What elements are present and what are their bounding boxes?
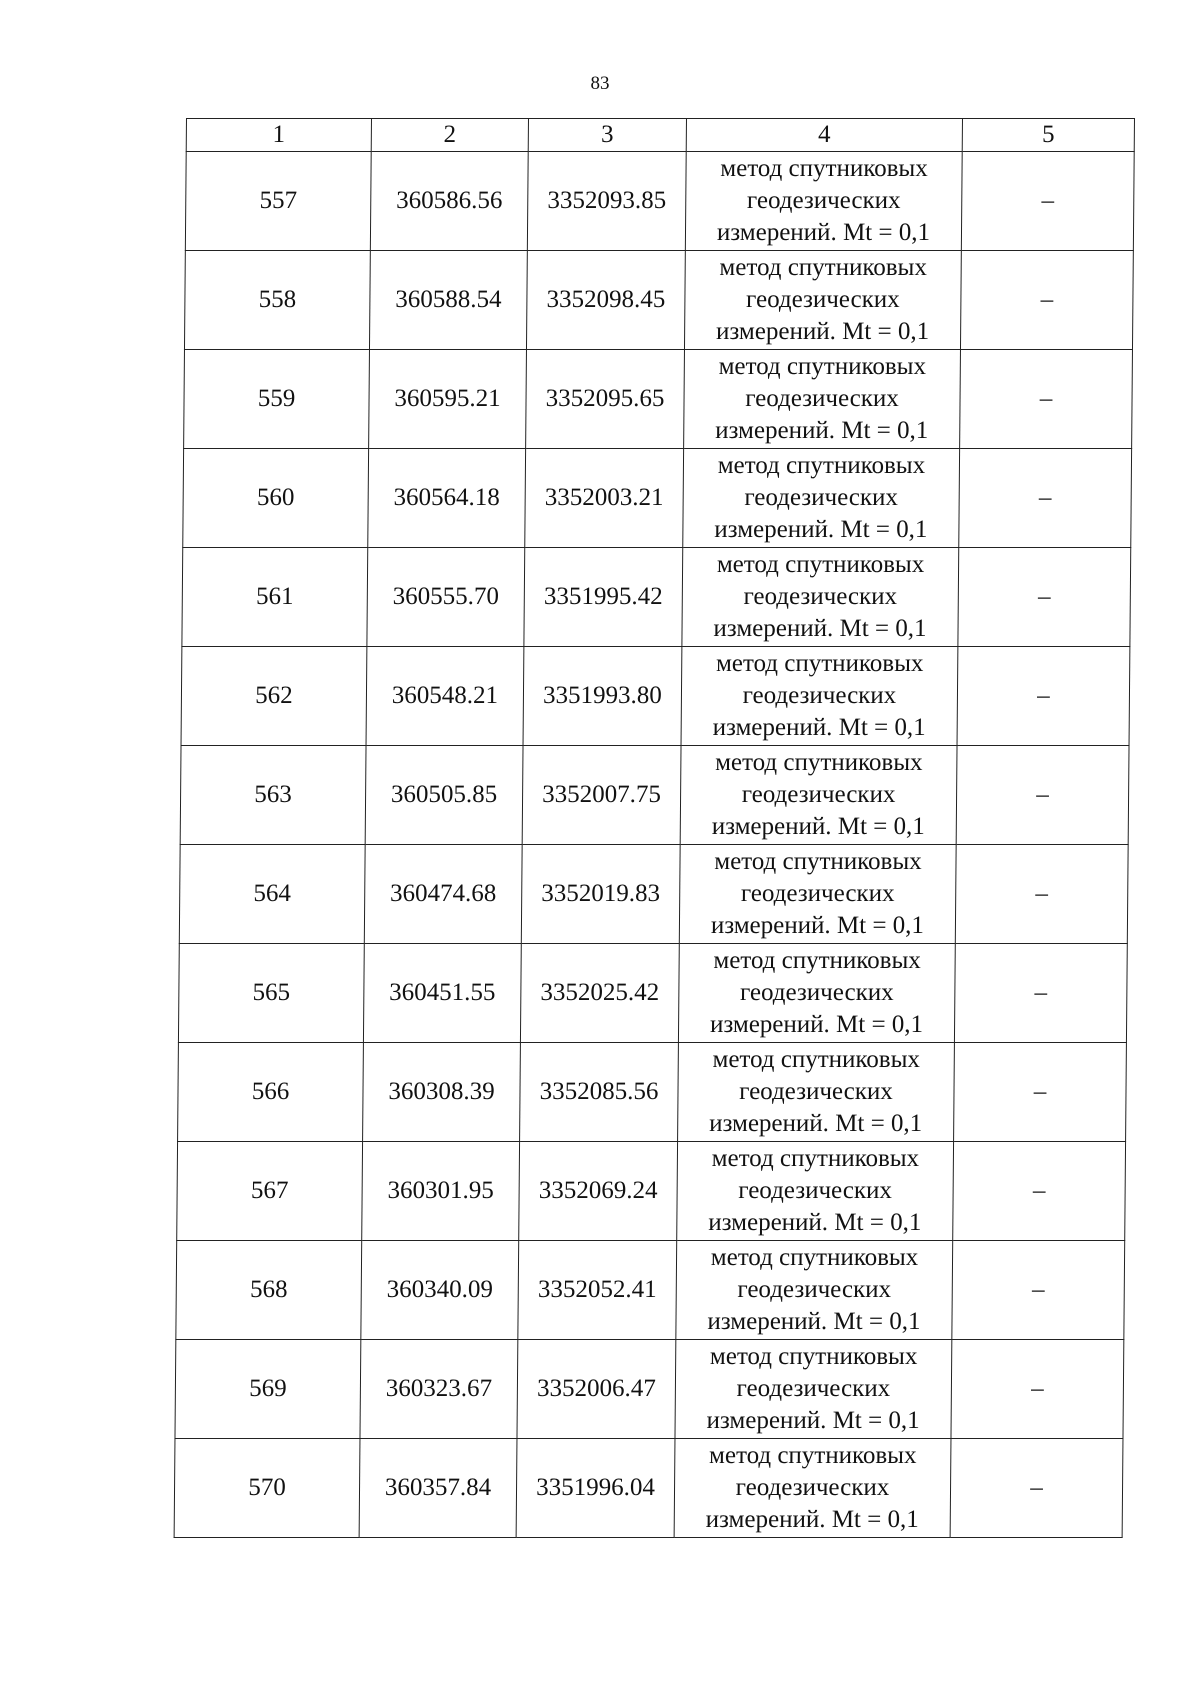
point-number-cell: 560 xyxy=(183,449,369,548)
table-header-row xyxy=(186,119,1134,152)
y-coordinate-cell: 3352093.85 xyxy=(527,152,686,251)
method-line: геодезических xyxy=(744,484,899,511)
method-cell xyxy=(685,152,962,251)
note-cell: – xyxy=(954,1043,1127,1142)
x-coordinate-cell: 360357.84 xyxy=(359,1439,517,1538)
page-number: 83 xyxy=(590,73,610,94)
table-row xyxy=(176,1241,1125,1340)
method-cell xyxy=(680,746,957,845)
method-line: геодезических xyxy=(746,286,900,313)
table-row xyxy=(183,449,1132,548)
note-cell: – xyxy=(956,746,1129,845)
method-line: измерений. Mt = 0,1 xyxy=(705,1506,919,1533)
method-line: геодезических xyxy=(740,880,895,907)
y-coordinate-cell: 3352098.45 xyxy=(526,251,685,350)
method-cell xyxy=(684,350,961,449)
method-line: измерений. Mt = 0,1 xyxy=(714,516,928,543)
y-coordinate-cell: 3352019.83 xyxy=(521,845,680,944)
method-line: метод спутниковых xyxy=(711,1145,920,1172)
note-cell: – xyxy=(955,845,1128,944)
method-line: метод спутниковых xyxy=(717,452,926,479)
y-coordinate-cell: 3352003.21 xyxy=(525,449,684,548)
method-line: измерений. Mt = 0,1 xyxy=(715,417,929,444)
table-row xyxy=(179,845,1128,944)
point-number-cell: 557 xyxy=(185,152,371,251)
method-cell xyxy=(679,845,956,944)
method-line: измерений. Mt = 0,1 xyxy=(709,1110,923,1137)
x-coordinate-cell: 360308.39 xyxy=(363,1043,521,1142)
header-cell-4: 4 xyxy=(686,119,962,152)
method-line: метод спутниковых xyxy=(718,353,927,380)
y-coordinate-cell: 3352095.65 xyxy=(526,350,685,449)
note-cell: – xyxy=(952,1241,1125,1340)
method-line: метод спутниковых xyxy=(709,1442,917,1469)
method-line: геодезических xyxy=(736,1375,891,1402)
method-line: измерений. Mt = 0,1 xyxy=(706,1407,920,1434)
method-line: геодезических xyxy=(735,1474,890,1501)
y-coordinate-cell: 3352085.56 xyxy=(520,1043,679,1142)
point-number-cell: 567 xyxy=(177,1142,363,1241)
method-line: измерений. Mt = 0,1 xyxy=(712,714,926,741)
y-coordinate-cell: 3352025.42 xyxy=(520,944,679,1043)
table-row xyxy=(182,548,1131,647)
method-line: метод спутниковых xyxy=(720,155,928,182)
method-cell xyxy=(675,1340,952,1439)
x-coordinate-cell: 360323.67 xyxy=(360,1340,518,1439)
x-coordinate-cell: 360586.56 xyxy=(370,152,528,251)
header-cell-5: 5 xyxy=(962,119,1134,152)
x-coordinate-cell: 360548.21 xyxy=(366,647,524,746)
method-line: геодезических xyxy=(738,1177,893,1204)
method-cell xyxy=(678,944,955,1043)
point-number-cell: 566 xyxy=(178,1043,364,1142)
method-cell xyxy=(676,1241,953,1340)
note-cell: – xyxy=(960,251,1133,350)
method-line: метод спутниковых xyxy=(714,848,922,875)
y-coordinate-cell: 3351993.80 xyxy=(523,647,682,746)
point-number-cell: 569 xyxy=(175,1340,361,1439)
header-cell-1: 1 xyxy=(186,119,371,152)
method-line: измерений. Mt = 0,1 xyxy=(707,1308,921,1335)
note-cell: – xyxy=(960,350,1133,449)
method-line: геодезических xyxy=(743,583,898,610)
method-line: измерений. Mt = 0,1 xyxy=(710,912,925,939)
method-line: геодезических xyxy=(742,682,897,709)
point-number-cell: 565 xyxy=(178,944,364,1043)
point-number-cell: 562 xyxy=(181,647,367,746)
x-coordinate-cell: 360451.55 xyxy=(363,944,521,1043)
method-cell xyxy=(678,1043,955,1142)
method-cell xyxy=(682,548,959,647)
table-row xyxy=(180,746,1129,845)
point-number-cell: 561 xyxy=(182,548,368,647)
y-coordinate-cell: 3351995.42 xyxy=(524,548,683,647)
y-coordinate-cell: 3352006.47 xyxy=(517,1340,676,1439)
method-line: геодезических xyxy=(746,187,901,214)
table-row xyxy=(178,944,1127,1043)
x-coordinate-cell: 360505.85 xyxy=(365,746,523,845)
x-coordinate-cell: 360595.21 xyxy=(369,350,527,449)
point-number-cell: 568 xyxy=(176,1241,362,1340)
point-number-cell: 564 xyxy=(179,845,365,944)
method-line: измерений. Mt = 0,1 xyxy=(716,219,931,246)
method-line: метод спутниковых xyxy=(715,650,924,677)
method-cell xyxy=(677,1142,954,1241)
method-line: метод спутниковых xyxy=(709,1343,918,1370)
method-cell xyxy=(684,251,961,350)
table-row xyxy=(181,647,1130,746)
header-cell-2: 2 xyxy=(371,119,528,152)
method-line: геодезических xyxy=(745,385,899,412)
method-line: метод спутниковых xyxy=(710,1244,919,1271)
table-row xyxy=(174,1439,1123,1538)
point-number-cell: 563 xyxy=(180,746,366,845)
method-cell xyxy=(683,449,960,548)
y-coordinate-cell: 3352052.41 xyxy=(518,1241,677,1340)
method-line: метод спутниковых xyxy=(716,551,925,578)
method-line: измерений. Mt = 0,1 xyxy=(715,318,930,345)
method-line: метод спутниковых xyxy=(719,254,928,281)
x-coordinate-cell: 360340.09 xyxy=(361,1241,519,1340)
method-line: измерений. Mt = 0,1 xyxy=(709,1011,924,1038)
x-coordinate-cell: 360555.70 xyxy=(367,548,525,647)
method-line: геодезических xyxy=(739,1078,893,1105)
note-cell: – xyxy=(953,1142,1126,1241)
method-line: метод спутниковых xyxy=(712,1046,921,1073)
x-coordinate-cell: 360301.95 xyxy=(362,1142,520,1241)
method-line: измерений. Mt = 0,1 xyxy=(711,813,925,840)
y-coordinate-cell: 3351996.04 xyxy=(516,1439,675,1538)
x-coordinate-cell: 360474.68 xyxy=(364,845,522,944)
y-coordinate-cell: 3352069.24 xyxy=(519,1142,678,1241)
note-cell: – xyxy=(961,152,1134,251)
method-line: измерений. Mt = 0,1 xyxy=(708,1209,922,1236)
method-cell xyxy=(681,647,958,746)
table-row xyxy=(178,1043,1127,1142)
table-row xyxy=(177,1142,1126,1241)
method-line: геодезических xyxy=(737,1276,892,1303)
note-cell: – xyxy=(958,548,1131,647)
y-coordinate-cell: 3352007.75 xyxy=(522,746,681,845)
note-cell: – xyxy=(959,449,1132,548)
header-cell-3: 3 xyxy=(528,119,686,152)
point-number-cell: 570 xyxy=(174,1439,360,1538)
method-line: метод спутниковых xyxy=(715,749,923,776)
note-cell: – xyxy=(954,944,1127,1043)
method-line: измерений. Mt = 0,1 xyxy=(713,615,927,642)
method-line: метод спутниковых xyxy=(713,947,921,974)
method-cell xyxy=(674,1439,951,1538)
point-number-cell: 558 xyxy=(184,251,370,350)
x-coordinate-cell: 360564.18 xyxy=(368,449,526,548)
x-coordinate-cell: 360588.54 xyxy=(369,251,527,350)
coordinates-table xyxy=(174,118,1135,1538)
table-row xyxy=(184,251,1133,350)
method-line: геодезических xyxy=(741,781,896,808)
point-number-cell: 559 xyxy=(184,350,370,449)
method-line: геодезических xyxy=(739,979,894,1006)
note-cell: – xyxy=(950,1439,1123,1538)
table-row xyxy=(185,152,1134,251)
note-cell: – xyxy=(957,647,1130,746)
table-row xyxy=(184,350,1133,449)
table-row xyxy=(175,1340,1124,1439)
note-cell: – xyxy=(951,1340,1124,1439)
